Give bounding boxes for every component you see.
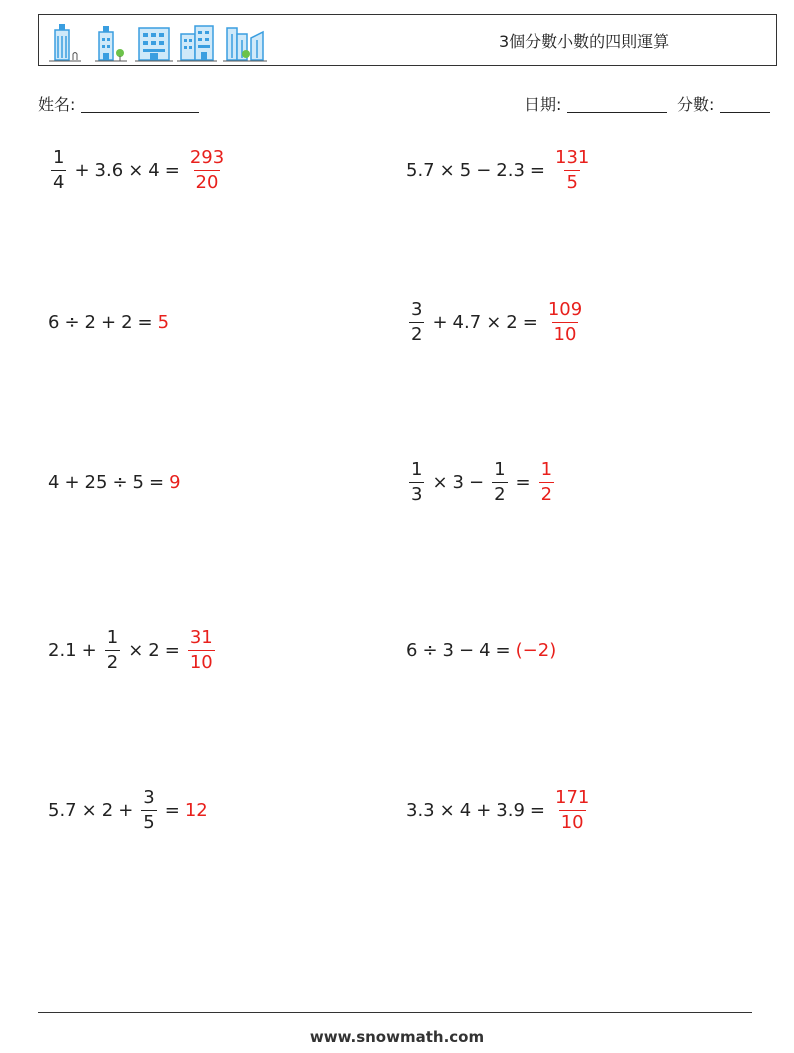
numerator: 1 [411, 458, 423, 480]
name-label: 姓名: [38, 95, 76, 114]
answer-fraction [546, 298, 584, 345]
term: × [81, 799, 97, 821]
answer-fraction [553, 786, 591, 833]
term: 5 [132, 471, 144, 493]
term: = [529, 159, 546, 181]
problem-p2 [406, 140, 594, 200]
problem-p10 [406, 780, 594, 840]
term: 2 [148, 639, 160, 661]
denominator: 2 [540, 483, 553, 505]
term: × [486, 311, 502, 333]
date-blank[interactable] [567, 96, 667, 113]
term: = [164, 799, 180, 821]
term: 3.3 [406, 799, 435, 821]
term: 2 [121, 311, 133, 333]
term: = [515, 471, 531, 493]
term: 5.7 [48, 799, 77, 821]
building-icons [47, 20, 277, 62]
term: 4 [479, 639, 491, 661]
term: + [118, 799, 134, 821]
denominator: 2 [411, 323, 423, 345]
score-label: 分數: [677, 95, 715, 114]
worksheet-header [38, 14, 777, 66]
denominator: 10 [189, 651, 213, 673]
skyscraper-icon [49, 24, 81, 61]
term: × [439, 799, 455, 821]
worksheet-title: 3個分數小數的四則運算 [499, 32, 670, 51]
numerator: 131 [555, 146, 590, 168]
term: − [459, 639, 475, 661]
fraction [409, 458, 424, 505]
term: = [164, 159, 180, 181]
name-field [38, 92, 199, 115]
term: + [432, 311, 448, 333]
denominator: 2 [494, 483, 506, 505]
problem-p8 [406, 620, 556, 680]
term: 3 [442, 639, 454, 661]
denominator: 20 [195, 171, 219, 193]
problem-p4 [406, 292, 587, 352]
twin-towers-icon [223, 28, 267, 61]
denominator: 5 [566, 171, 578, 193]
numerator: 109 [547, 298, 583, 320]
answer-fraction [188, 146, 226, 193]
term: + [74, 159, 90, 181]
term: = [137, 311, 153, 333]
numerator: 1 [53, 146, 65, 168]
term: 4 [459, 799, 472, 821]
fraction [51, 146, 66, 193]
term: 2.1 [48, 639, 77, 661]
name-blank[interactable] [81, 96, 199, 113]
score-blank[interactable] [720, 96, 770, 113]
denominator: 5 [143, 811, 155, 833]
denominator: 10 [553, 323, 577, 345]
term: 3.9 [496, 799, 525, 821]
numerator: 1 [494, 458, 506, 480]
answer-value: 9 [169, 471, 181, 493]
apartment-icon [135, 28, 173, 61]
problem-p3 [48, 292, 169, 352]
term: 5.7 [406, 159, 435, 181]
date-field [524, 92, 667, 115]
fraction [141, 786, 156, 833]
answer-value: 5 [157, 311, 170, 333]
date-label: 日期: [524, 95, 562, 114]
footer-website: www.snowmath.com [309, 1028, 485, 1046]
city-block-icon [177, 26, 217, 61]
denominator: 3 [411, 483, 423, 505]
term: 2 [84, 311, 96, 333]
term: 3 [452, 471, 464, 493]
term: ÷ [64, 311, 80, 333]
term: × [128, 639, 144, 661]
term: 25 [84, 471, 108, 493]
term: − [469, 471, 485, 493]
denominator: 10 [560, 811, 584, 833]
term: = [495, 639, 511, 661]
term: 4.7 [452, 311, 482, 333]
problem-p7 [48, 620, 218, 680]
term: = [164, 639, 180, 661]
term: × [128, 159, 144, 181]
term: 2.3 [496, 159, 525, 181]
numerator: 1 [540, 458, 553, 480]
term: ÷ [112, 471, 128, 493]
term: + [81, 639, 97, 661]
term: 3.6 [94, 159, 124, 181]
term: = [522, 311, 538, 333]
answer-fraction [539, 458, 554, 505]
answer-fraction [553, 146, 591, 193]
numerator: 293 [189, 146, 225, 168]
term: 6 [406, 639, 418, 661]
numerator: 31 [189, 626, 213, 648]
answer-fraction [188, 626, 215, 673]
answer-value: (−2) [515, 639, 557, 661]
problem-p6 [406, 452, 557, 512]
term: 4 [148, 159, 160, 181]
numerator: 3 [143, 786, 155, 808]
fraction [409, 298, 424, 345]
term: × [439, 159, 455, 181]
numerator: 171 [555, 786, 590, 808]
problem-p1 [48, 140, 229, 200]
term: 6 [48, 311, 60, 333]
numerator: 1 [106, 626, 119, 648]
fraction [492, 458, 507, 505]
term: 5 [459, 159, 472, 181]
term: 2 [506, 311, 518, 333]
term: × [432, 471, 448, 493]
term: 4 [48, 471, 60, 493]
term: = [149, 471, 165, 493]
denominator: 4 [53, 171, 65, 193]
term: + [476, 799, 492, 821]
office-tower-icon [95, 26, 127, 61]
score-field [677, 92, 770, 115]
denominator: 2 [106, 651, 119, 673]
term: = [529, 799, 546, 821]
term: − [476, 159, 492, 181]
term: 2 [101, 799, 114, 821]
problem-p5 [48, 452, 181, 512]
problem-p9 [48, 780, 208, 840]
numerator: 3 [411, 298, 423, 320]
answer-value: 12 [184, 799, 208, 821]
term: + [64, 471, 80, 493]
footer-divider [38, 1012, 752, 1013]
term: + [101, 311, 117, 333]
fraction [105, 626, 120, 673]
term: ÷ [422, 639, 438, 661]
